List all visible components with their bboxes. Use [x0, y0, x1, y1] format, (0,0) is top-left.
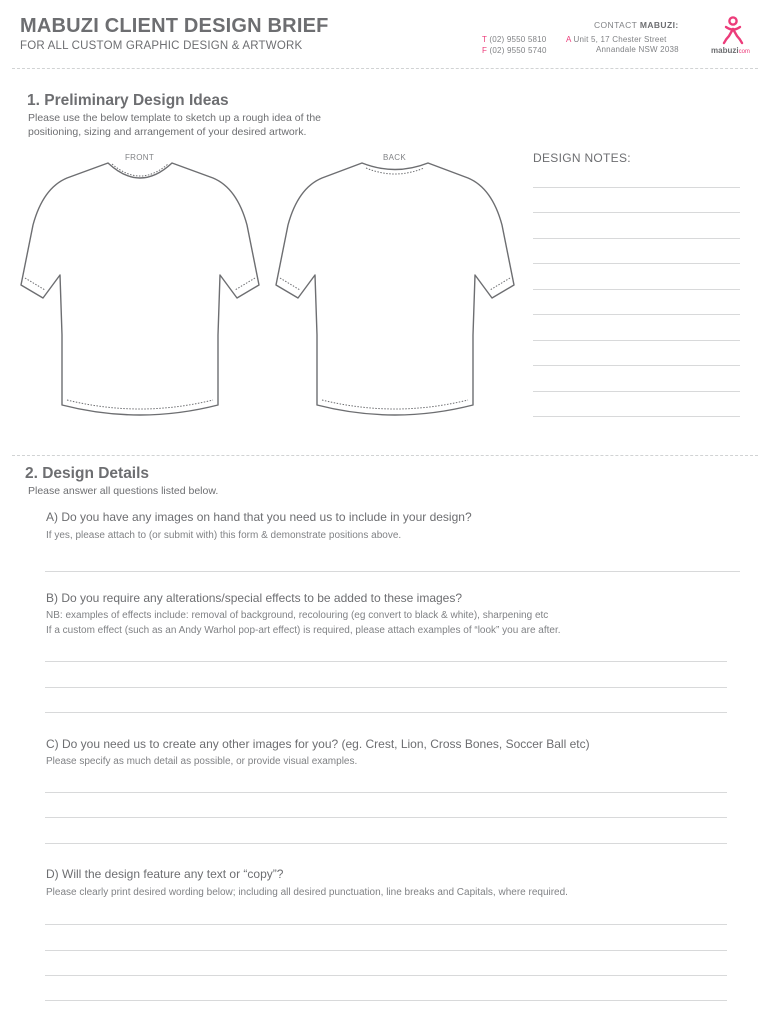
question-b-hint-1: NB: examples of effects include: removal of background, recolouring (eg convert to black & white), sharpening etc: [46, 610, 549, 621]
notes-line[interactable]: [533, 212, 740, 213]
answer-line-a[interactable]: [45, 571, 740, 572]
answer-line-b[interactable]: [45, 712, 727, 713]
notes-line[interactable]: [533, 238, 740, 239]
fax-key: F: [482, 46, 488, 55]
notes-line[interactable]: [533, 289, 740, 290]
phone-row: [482, 35, 546, 44]
mabuzi-logo-icon: [720, 15, 746, 45]
notes-line[interactable]: [533, 365, 740, 366]
notes-line[interactable]: [533, 416, 740, 417]
question-b-hint-2: If a custom effect (such as an Andy Warhol pop-art effect) is required, please attach examples of “look” you are after.: [46, 625, 561, 636]
notes-line[interactable]: [533, 187, 740, 188]
section-2-title: 2. Design Details: [25, 465, 150, 482]
answer-line-c[interactable]: [45, 817, 727, 818]
address-line-1: Unit 5, 17 Chester Street: [573, 35, 667, 44]
answer-line-d[interactable]: [45, 975, 727, 976]
contact-name: MABUZI:: [639, 20, 679, 30]
phone-key: T: [482, 35, 487, 44]
logo-word: mabuzi: [711, 46, 739, 55]
notes-line[interactable]: [533, 340, 740, 341]
question-a: A) Do you have any images on hand that you need us to include in your design?: [46, 510, 472, 524]
answer-line-d[interactable]: [45, 950, 727, 951]
front-tshirt-template[interactable]: [15, 160, 265, 435]
answer-line-d[interactable]: [45, 924, 727, 925]
question-c-hint: Please specify as much detail as possible, or provide visual examples.: [46, 756, 358, 767]
address-key: A: [566, 35, 572, 44]
address-row: [566, 35, 667, 44]
question-b: B) Do you require any alterations/special effects to be added to these images?: [46, 591, 463, 605]
document-title: MABUZI CLIENT DESIGN BRIEF: [20, 15, 329, 37]
question-a-hint: If yes, please attach to (or submit with) this form & demonstrate positions above.: [46, 530, 402, 541]
notes-line[interactable]: [533, 263, 740, 264]
logo-suffix: com: [738, 49, 750, 55]
contact-label: CONTACT: [594, 20, 638, 30]
logo-wordmark: [711, 46, 750, 55]
contact-heading: [594, 20, 679, 30]
section-1-title: 1. Preliminary Design Ideas: [27, 92, 229, 109]
document-subtitle: FOR ALL CUSTOM GRAPHIC DESIGN & ARTWORK: [20, 40, 303, 52]
address-line-2: Annandale NSW 2038: [596, 45, 679, 54]
section-1-text-2: positioning, sizing and arrangement of your desired artwork.: [28, 126, 307, 138]
answer-line-b[interactable]: [45, 687, 727, 688]
notes-line[interactable]: [533, 391, 740, 392]
design-notes-title: DESIGN NOTES:: [533, 151, 631, 165]
section-1-text-1: Please use the below template to sketch up a rough idea of the: [28, 112, 322, 124]
answer-line-c[interactable]: [45, 843, 727, 844]
notes-line[interactable]: [533, 314, 740, 315]
answer-line-c[interactable]: [45, 792, 727, 793]
question-c: C) Do you need us to create any other images for you? (eg. Crest, Lion, Cross Bones, Soccer Ball etc): [46, 737, 590, 751]
front-label: FRONT: [125, 153, 155, 162]
answer-line-b[interactable]: [45, 661, 727, 662]
back-label: BACK: [383, 153, 406, 162]
question-d: D) Will the design feature any text or “copy”?: [46, 867, 284, 881]
header-divider: [12, 68, 758, 69]
section-2-intro: Please answer all questions listed below.: [28, 485, 219, 497]
back-tshirt-template[interactable]: [270, 160, 520, 435]
fax-number: (02) 9550 5740: [489, 46, 547, 55]
question-d-hint: Please clearly print desired wording below; including all desired punctuation, line breaks and Capitals, where required.: [46, 887, 568, 898]
section-divider: [12, 455, 758, 456]
phone-number: (02) 9550 5810: [489, 35, 547, 44]
fax-row: [482, 46, 547, 55]
answer-line-d[interactable]: [45, 1000, 727, 1001]
